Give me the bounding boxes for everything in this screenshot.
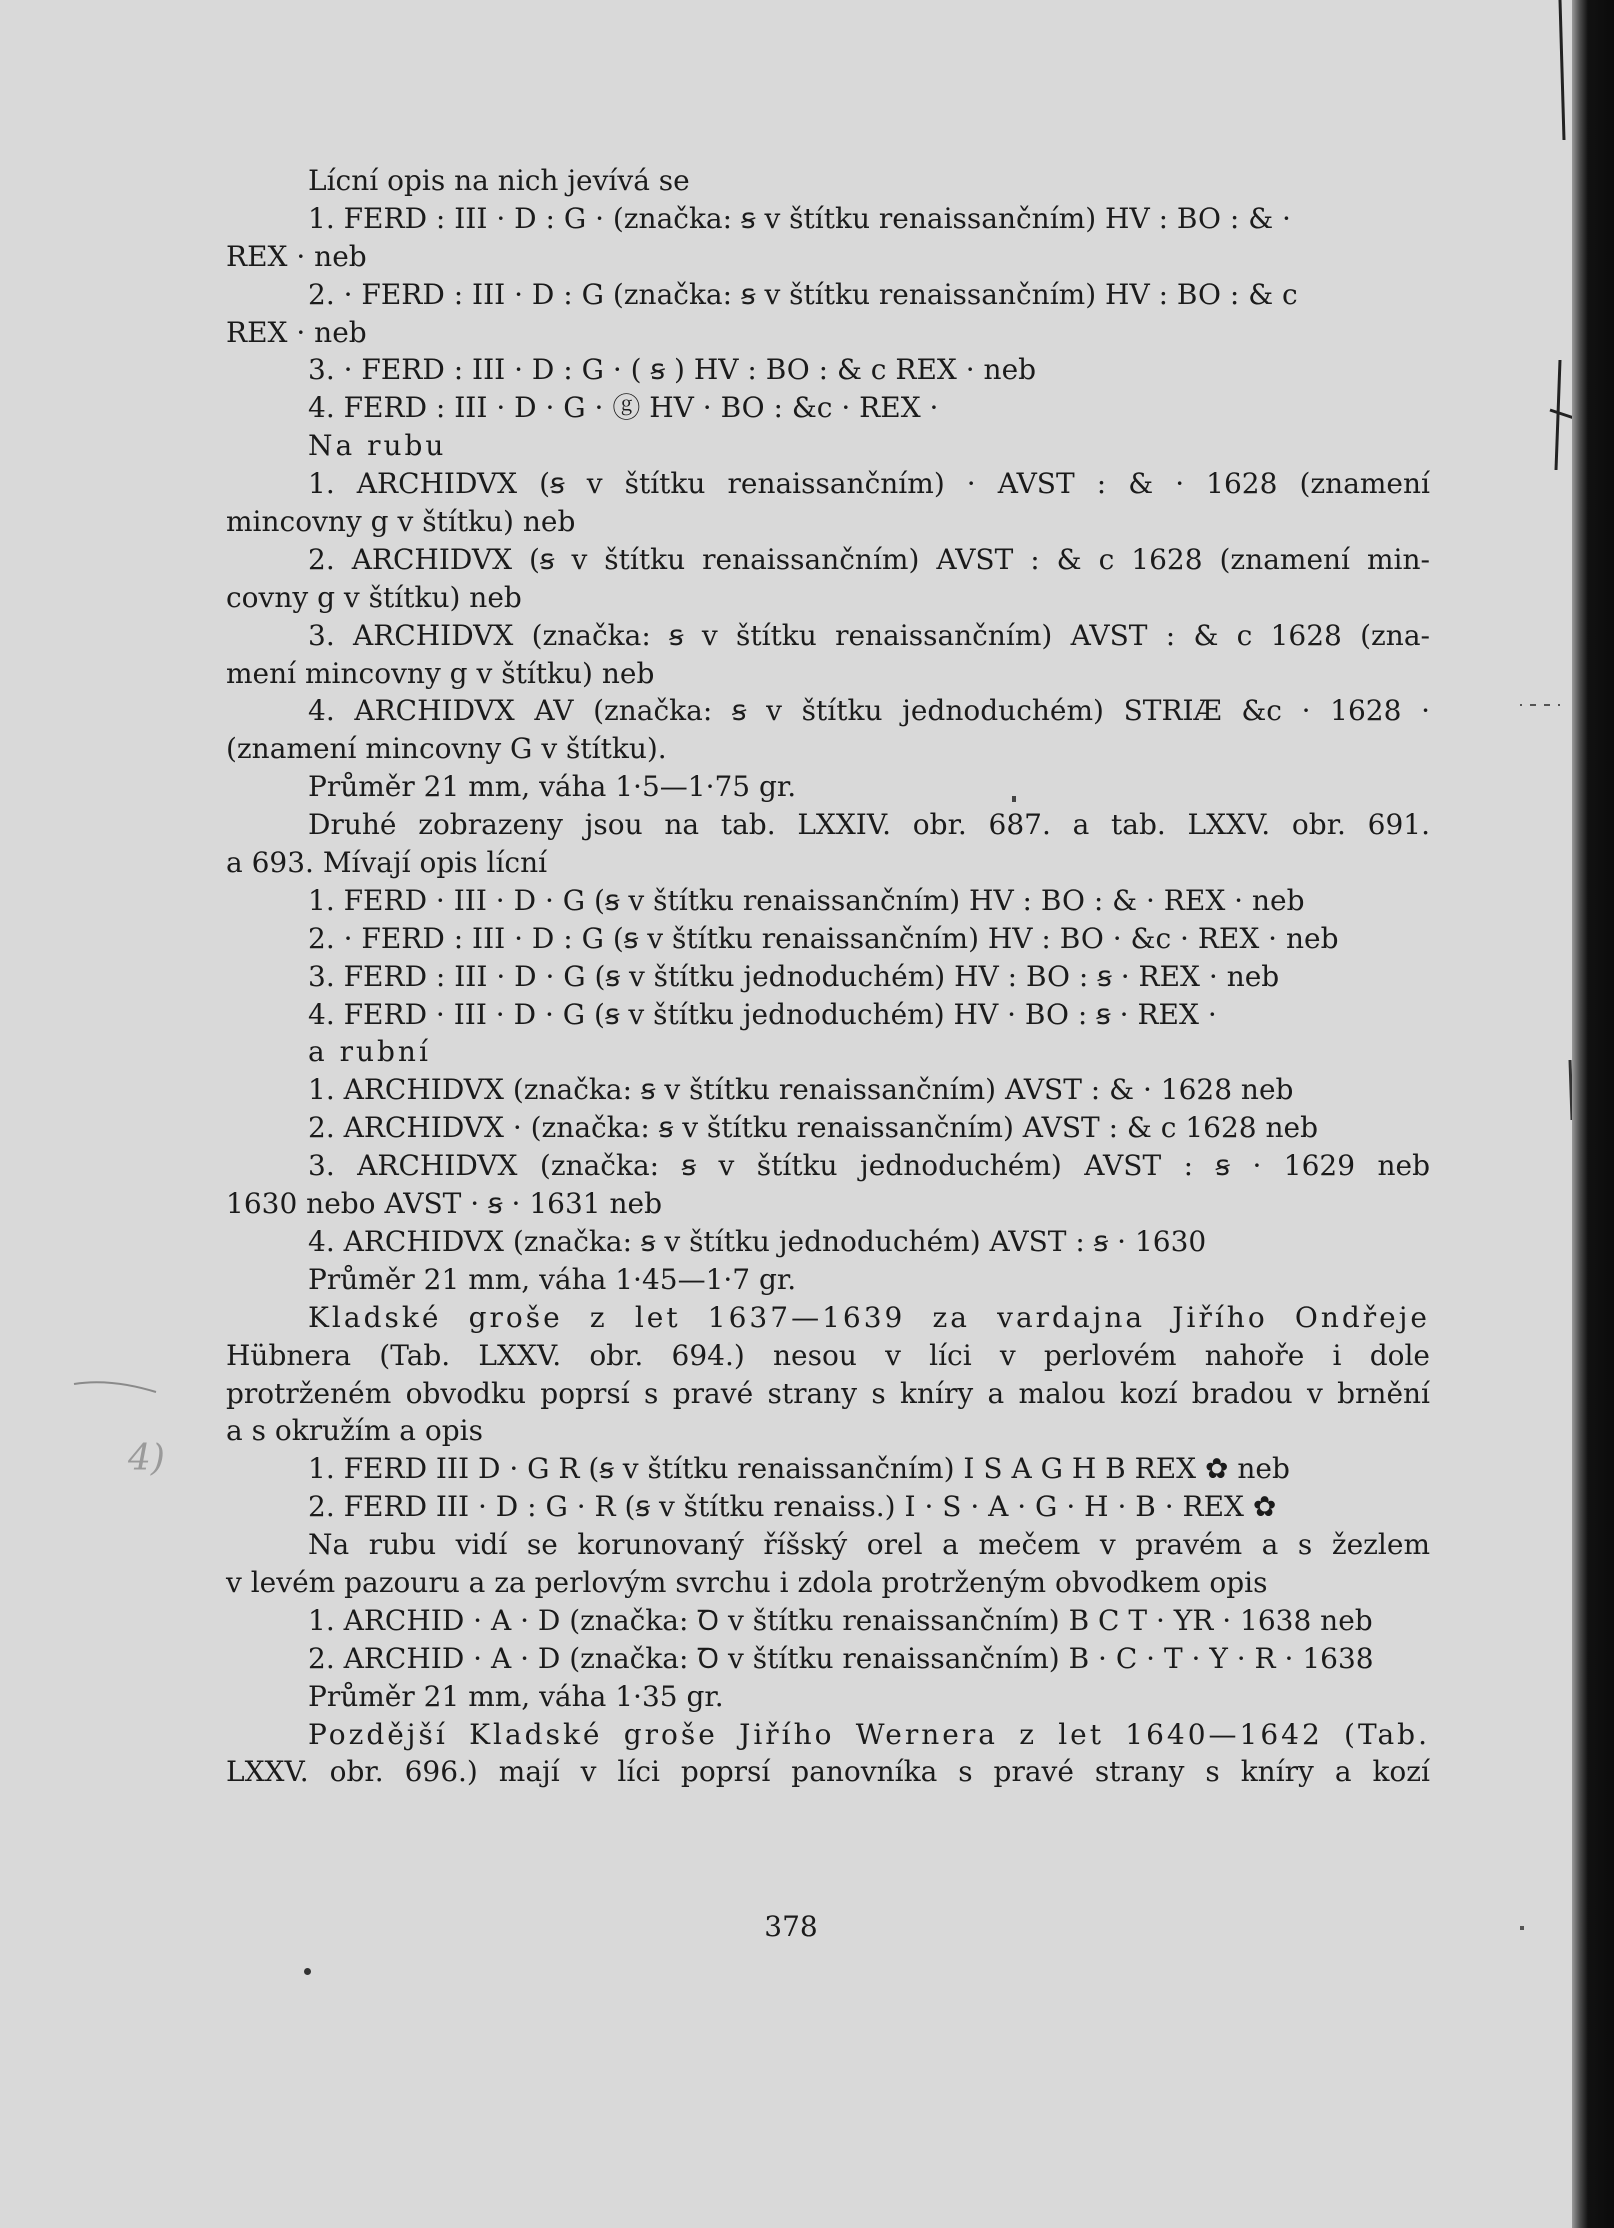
text-line: 2. ARCHIDVX (ꞩ v štítku renaissančním) AVST : & c 1628 (znamení min- — [308, 542, 1430, 576]
text-line: 2. ARCHID · A · D (značka: Ꝺ v štítku renaissančním) B · C · T · Y · R · 1638 — [308, 1641, 1374, 1675]
text-line: covny g v štítku) neb — [226, 580, 522, 614]
text-line: 1. FERD : III · D : G · (značka: ꞩ v štítku renaissančním) HV : BO : & · — [308, 201, 1291, 235]
text-line: Průměr 21 mm, váha 1·5—1·75 gr. — [308, 770, 797, 804]
text-line: 1630 nebo AVST · ꞩ · 1631 neb — [226, 1187, 663, 1221]
text-line: Lícní opis na nich jevívá se — [308, 164, 690, 197]
text-line: Druhé zobrazeny jsou na tab. LXXIV. obr. 687. a tab. LXXV. obr. 691. — [308, 808, 1430, 842]
text-line: 4. ARCHIDVX AV (značka: ꞩ v štítku jednoduchém) STRIÆ &c · 1628 · — [308, 694, 1430, 728]
text-line: v levém pazouru a za perlovým svrchu i zdola protrženým obvodkem opis — [226, 1565, 1268, 1599]
text-line: 4. ARCHIDVX (značka: ꞩ v štítku jednoduchém) AVST : ꞩ · 1630 — [308, 1224, 1207, 1258]
page-number: 378 — [764, 1910, 818, 1943]
text-line: 2. · FERD : III · D : G (značka: ꞩ v štítku renaissančním) HV : BO : & c — [308, 277, 1298, 311]
text-line: Kladské groše z let 1637—1639 za vardajna Jiřího Ondřeje — [308, 1300, 1430, 1334]
text-line: 1. ARCHIDVX (ꞩ v štítku renaissančním) · AVST : & · 1628 (znamení — [308, 467, 1430, 501]
text-line: REX · neb — [226, 239, 367, 273]
text-line: protrženém obvodku poprsí s pravé strany s kníry a malou kozí bradou v brnění — [226, 1376, 1430, 1410]
text-line: LXXV. obr. 696.) mají v líci poprsí panovníka s pravé strany s kníry a kozí — [226, 1755, 1430, 1789]
text-line: 1. ARCHIDVX (značka: ꞩ v štítku renaissančním) AVST : & · 1628 neb — [308, 1073, 1294, 1107]
text-line: 3. FERD : III · D · G (ꞩ v štítku jednoduchém) HV : BO : ꞩ · REX · neb — [308, 959, 1280, 993]
speck — [304, 1968, 311, 1975]
text-line: 4. FERD · III · D · G (ꞩ v štítku jednoduchém) HV · BO : ꞩ · REX · — [308, 997, 1217, 1031]
text-line: mincovny g v štítku) neb — [226, 505, 576, 539]
margin-note: 4) — [128, 1438, 165, 1479]
book-spine-shadow — [1572, 0, 1614, 2228]
text-line: Průměr 21 mm, váha 1·35 gr. — [308, 1679, 724, 1713]
page-text — [226, 162, 1430, 1791]
text-line: a s okružím a opis — [226, 1414, 483, 1448]
text-line: Průměr 21 mm, váha 1·45—1·7 gr. — [308, 1262, 797, 1296]
text-line: 4. FERD : III · D · G · ⓖ HV · BO : &c · REX · — [308, 391, 939, 425]
text-line: Na rubu — [308, 429, 447, 463]
text-line: Pozdější Kladské groše Jiřího Wernera z let 1640—1642 (Tab. — [308, 1717, 1430, 1751]
text-line: REX · neb — [226, 315, 367, 349]
text-line: 3. · FERD : III · D : G · ( ꞩ ) HV : BO : & c REX · neb — [308, 353, 1037, 387]
text-line: 2. · FERD : III · D : G (ꞩ v štítku renaissančním) HV : BO · &c · REX · neb — [308, 921, 1339, 955]
text-line: a 693. Mívají opis lícní — [226, 846, 548, 880]
text-line: (znamení mincovny G v štítku). — [226, 732, 667, 766]
speck — [1012, 796, 1016, 802]
text-line: Na rubu vidí se korunovaný říšský orel a mečem v pravém a s žezlem — [308, 1528, 1430, 1562]
text-line: mení mincovny g v štítku) neb — [226, 656, 655, 690]
text-line: 3. ARCHIDVX (značka: ꞩ v štítku jednoduchém) AVST : ꞩ · 1629 neb — [308, 1149, 1430, 1183]
text-line: 2. ARCHIDVX · (značka: ꞩ v štítku renaissančním) AVST : & c 1628 neb — [308, 1111, 1319, 1145]
text-line: 1. FERD · III · D · G (ꞩ v štítku renaissančním) HV : BO : & · REX · neb — [308, 883, 1305, 917]
text-line: 1. FERD III D · G R (ꞩ v štítku renaissančním) I S A G H B REX ✿ neb — [308, 1452, 1290, 1486]
text-line: a rubní — [308, 1035, 431, 1069]
text-line: Hübnera (Tab. LXXV. obr. 694.) nesou v líci v perlovém nahoře i dole — [226, 1338, 1430, 1372]
text-line: 1. ARCHID · A · D (značka: Ꝺ v štítku renaissančním) B C T · YR · 1638 neb — [308, 1603, 1373, 1637]
text-line: 2. FERD III · D : G · R (ꞩ v štítku renaiss.) I · S · A · G · H · B · REX ✿ — [308, 1490, 1277, 1524]
text-line: 3. ARCHIDVX (značka: ꞩ v štítku renaissančním) AVST : & c 1628 (zna- — [308, 618, 1430, 652]
